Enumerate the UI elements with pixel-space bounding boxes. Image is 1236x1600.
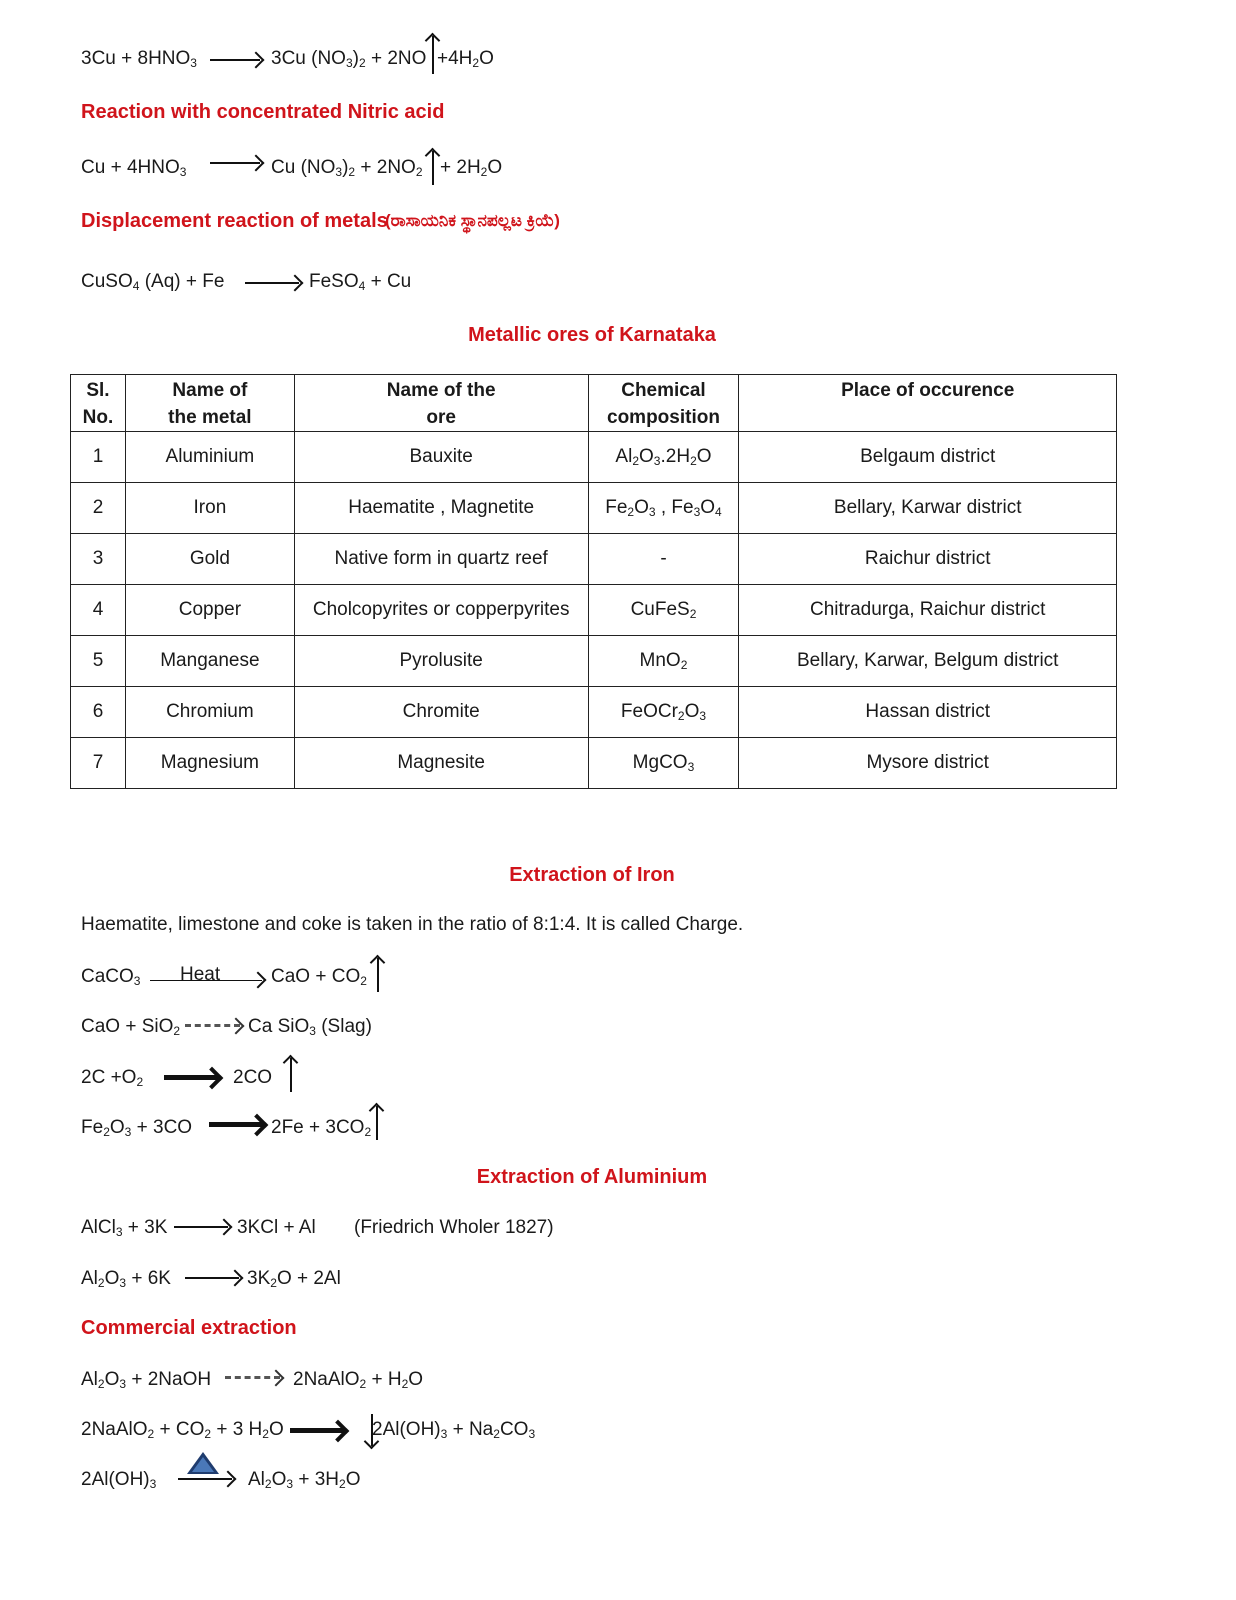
eq-com-3-rhs: $Al_2O_3 + 3H_2O$ (248, 1469, 361, 1491)
eq-iron-2-lhs: CaO + SiO$_2$ (81, 1016, 181, 1038)
eq-al-1-note: (Friedrich Wholer 1827) (354, 1217, 554, 1238)
cell-ore: Pyrolusite (294, 636, 588, 687)
reaction-arrow (210, 162, 260, 164)
cell-metal: Aluminium (125, 432, 294, 483)
heading-iron: Extraction of Iron (509, 864, 675, 886)
ores-table (70, 374, 1117, 789)
cell-sl-no: 1 (71, 432, 126, 483)
header-place: Place of occurence (739, 375, 1117, 432)
cell-metal: Iron (125, 483, 294, 534)
reaction-arrow (174, 1226, 228, 1228)
header-composition: Chemical composition (588, 375, 739, 432)
eq-iron-3-lhs: $2C +O_2$ (81, 1067, 144, 1089)
heading-aluminium: Extraction of Aluminium (476, 1166, 708, 1188)
cell-place: Chitradurga, Raichur district (739, 585, 1117, 636)
cell-ore: Chromite (294, 687, 588, 738)
cell-place: Hassan district (739, 687, 1117, 738)
eq-al-1-rhs: 3KCl + Al (237, 1217, 316, 1238)
eq-com-1-rhs: 2NaAlO$_2$ + $H_2O$ (293, 1369, 424, 1391)
reaction-arrow (210, 59, 260, 61)
heading-conc-nitric: Reaction with concentrated Nitric acid (81, 101, 445, 123)
cell-place: Raichur district (739, 534, 1117, 585)
eq-displacement-rhs: FeSO$_4$ + Cu (309, 271, 412, 293)
heading-ores: Metallic ores of Karnataka (468, 324, 716, 346)
reaction-arrow (178, 1478, 232, 1480)
cell-metal: Copper (125, 585, 294, 636)
reaction-arrow (245, 282, 299, 284)
eq-displacement-lhs: CuSO$_4$ (Aq) + Fe (81, 271, 225, 293)
heat-triangle-icon (187, 1452, 219, 1474)
eq-al-1-lhs: AlCl$_3$ + 3K (81, 1217, 168, 1239)
cell-place: Bellary, Karwar district (739, 483, 1117, 534)
cell-ore: Native form in quartz reef (294, 534, 588, 585)
cell-place: Belgaum district (739, 432, 1117, 483)
gas-evolved-arrow-icon (432, 36, 434, 74)
reaction-arrow (209, 1122, 263, 1127)
eq-iron-4-rhs: $2Fe + 3CO_2$ (271, 1117, 372, 1139)
eq-dilute-rhs-b: $+4H_2O$ (437, 48, 494, 70)
eq-com-2-lhs: 2NaAlO$_2$ + $CO_2 + 3$ $H_2O$ (81, 1419, 284, 1441)
cell-ore: Haematite , Magnetite (294, 483, 588, 534)
header-ore: Name of the ore (294, 375, 588, 432)
table-row (71, 534, 1117, 585)
eq-al-2-lhs: $Al_2O_3 + 6K$ (81, 1268, 171, 1290)
cell-sl-no: 5 (71, 636, 126, 687)
cell-sl-no: 7 (71, 738, 126, 789)
eq-iron-1-rhs: CaO + $CO_2$ (271, 966, 367, 988)
cell-sl-no: 3 (71, 534, 126, 585)
cell-composition: $FeOCr_2O_3$ (588, 687, 739, 738)
table-row (71, 636, 1117, 687)
table-row (71, 585, 1117, 636)
cell-metal: Chromium (125, 687, 294, 738)
cell-metal: Magnesium (125, 738, 294, 789)
cell-composition: MgCO$_3$ (588, 738, 739, 789)
cell-ore: Magnesite (294, 738, 588, 789)
heading-displacement: Displacement reaction of metals (81, 210, 388, 232)
cell-metal: Manganese (125, 636, 294, 687)
eq-com-1-lhs: $Al_2O_3$ + 2NaOH (81, 1369, 212, 1391)
eq-com-3-lhs: $2Al(OH)_3$ (81, 1469, 157, 1491)
heading-displacement-kannada: (ರಾಸಾಯನಿಕ ಸ್ಥಾನಪಲ್ಲಟ ಕ್ರಿಯೆ) (385, 211, 560, 230)
table-row (71, 432, 1117, 483)
reaction-arrow (290, 1428, 344, 1433)
header-sl-no: Sl. No. (71, 375, 126, 432)
cell-composition: MnO$_2$ (588, 636, 739, 687)
cell-metal: Gold (125, 534, 294, 585)
eq-iron-3-rhs: 2CO (233, 1067, 273, 1088)
gas-evolved-arrow-icon (377, 958, 379, 992)
cell-composition: CuFeS$_2$ (588, 585, 739, 636)
cell-sl-no: 6 (71, 687, 126, 738)
gas-evolved-arrow-icon (290, 1058, 292, 1092)
cell-ore: Bauxite (294, 432, 588, 483)
eq-conc-rhs-b: + $2H_2O$ (440, 157, 503, 179)
reaction-arrow (164, 1075, 218, 1080)
cell-sl-no: 4 (71, 585, 126, 636)
eq-dilute-rhs-a: 3Cu $(NO_3)_2 + 2NO$ (271, 48, 427, 70)
table-row (71, 483, 1117, 534)
eq-al-2-rhs: $3K_2O + 2Al$ (247, 1268, 341, 1290)
cell-place: Bellary, Karwar, Belgum district (739, 636, 1117, 687)
cell-sl-no: 2 (71, 483, 126, 534)
header-metal: Name of the metal (125, 375, 294, 432)
cell-composition: $Al_2O_3.2H_2O$ (588, 432, 739, 483)
eq-iron-4-lhs: $Fe_2O_3 + 3CO$ (81, 1117, 193, 1139)
heat-label: Heat (180, 964, 221, 985)
heading-commercial: Commercial extraction (81, 1317, 297, 1339)
eq-conc-rhs-a: Cu $(NO_3)_2 + 2NO_2$ (271, 157, 423, 179)
gas-evolved-arrow-icon (432, 151, 434, 185)
eq-iron-2-rhs: Ca SiO$_3$ (Slag) (248, 1016, 372, 1038)
eq-conc-lhs: $Cu + 4HNO_3$ (81, 157, 187, 179)
reaction-arrow (185, 1024, 240, 1027)
cell-ore: Cholcopyrites or copperpyrites (294, 585, 588, 636)
table-header-row (71, 375, 1117, 432)
eq-dilute-lhs: $3Cu + 8HNO_3$ (81, 48, 197, 70)
table-row (71, 738, 1117, 789)
cell-composition: - (588, 534, 739, 585)
table-row (71, 687, 1117, 738)
cell-place: Mysore district (739, 738, 1117, 789)
reaction-arrow (150, 980, 262, 981)
eq-com-2-rhs: $2Al(OH)_3 + Na_2CO_3$ (372, 1419, 536, 1441)
cell-composition: $Fe_2O_3$ , $Fe_3O_4$ (588, 483, 739, 534)
reaction-arrow (185, 1277, 239, 1279)
gas-evolved-arrow-icon (376, 1106, 378, 1140)
eq-iron-1-lhs: CaCO$_3$ (81, 966, 141, 988)
reaction-arrow (225, 1376, 280, 1379)
iron-charge-text: Haematite, limestone and coke is taken in the ratio of 8:1:4. It is called Charge. (81, 914, 744, 935)
